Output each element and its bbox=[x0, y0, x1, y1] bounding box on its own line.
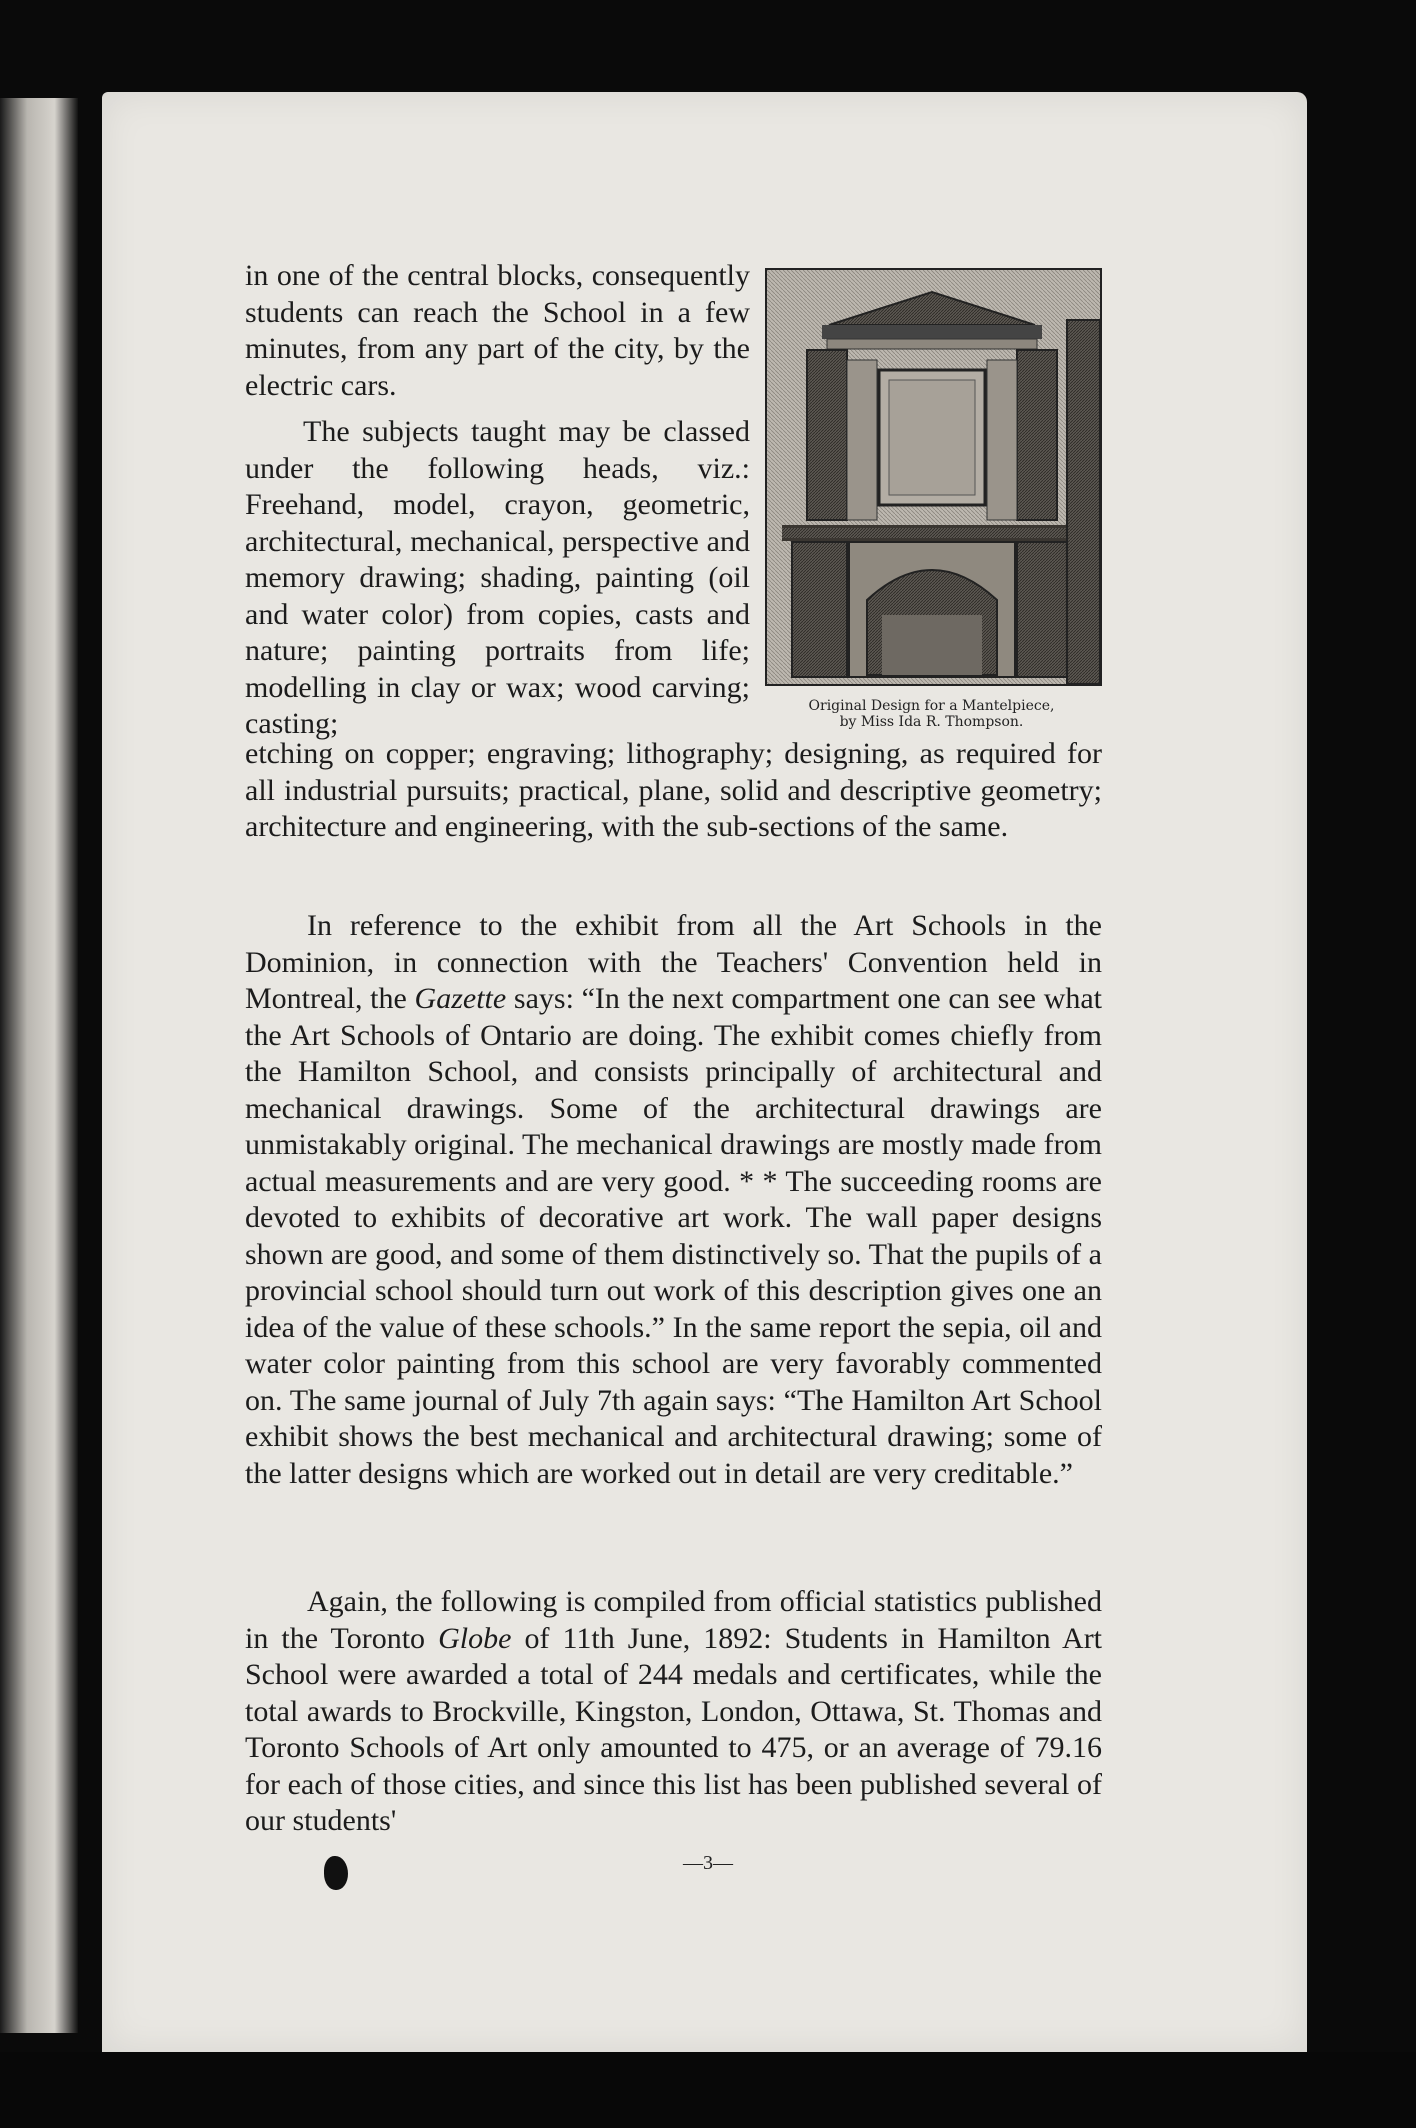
exhibit-text-rest: says: “In the next compartment one can see what the Art Schools of Ontario are doing. The exhibit comes chiefly from the Hamilton School, and consists principally of architectural and mechanical drawings. Some of the architectural drawings are unmistakably original. The mechanical drawings are mostly made from actual measurements and are very good. * * The succeeding rooms are devoted to exhibits of decorative art work. The wall paper designs shown are good, and some of them distinctively so. That the pupils of a provincial school should turn out work of this description gives one an idea of the value of these schools.” In the same report the sepia, oil and water color painting from this school are very favorably commented on. The same journal of July 7th again says: “The Hamilton Art School exhibit shows the best mechanical and architectural drawing; some of the latter designs which are worked out in detail are very creditable.” bbox=[245, 982, 1103, 1490]
exhibit-text-start: In reference to the exhibit from all the Art Schools in the Dominion, in connection with the Teachers' Convention held in Montreal, the bbox=[245, 909, 1102, 1015]
paragraph-statistics bbox=[245, 1584, 1102, 1840]
statistics-text-rest: of 11th June, 1892: Students in Hamilton Art School were awarded a total of 244 medals and certificates, while the total awards to Brockville, Kingston, London, Ottawa, St. Thomas and Toronto Schools of Art only amounted to 475, or an average of 79.16 for each of those cities, and since this list has been published several of our students' bbox=[245, 1621, 1103, 1837]
paragraph-subjects-continued: etching on copper; engraving; lithography; designing, as required for all industrial pursuits; practical, plane, solid and descriptive geometry; architecture and engineering, with the sub-sections of the same. bbox=[245, 737, 1102, 843]
figure-caption bbox=[765, 698, 1098, 730]
paragraph-exhibit-reference bbox=[245, 908, 1102, 1492]
globe-title: Globe bbox=[438, 1621, 512, 1655]
statistics-text-start: Again, the following is compiled from official statistics published in the Toronto bbox=[245, 1585, 1102, 1655]
mantelpiece-drawing bbox=[767, 270, 1100, 684]
paragraph-exhibit-block bbox=[245, 908, 1102, 1492]
left-column-text bbox=[245, 258, 750, 743]
adjacent-page-edge bbox=[0, 98, 78, 2033]
caption-line-title: Original Design for a Mantelpiece, bbox=[808, 698, 1055, 714]
paragraph-subjects-continued-block bbox=[245, 736, 1102, 846]
scan-border-bottom bbox=[0, 2052, 1416, 2128]
gazette-title: Gazette bbox=[414, 982, 507, 1015]
paragraph-statistics-block bbox=[245, 1584, 1102, 1840]
caption-line-author: by Miss Ida R. Thompson. bbox=[839, 714, 1024, 730]
paragraph-central-blocks: in one of the central blocks, consequently students can reach the School in a few minutes, from any part of the city, by the electric cars. bbox=[245, 259, 750, 402]
paragraph-subjects-taught: The subjects taught may be classed under the following heads, viz.: Freehand, model, crayon, geometric, architectural, mechanical, perspective and memory drawing; shading, painting (oil and water color) from copies, casts and nature; painting portraits from life; modelling in clay or wax; wood carving; casting; bbox=[245, 415, 750, 740]
mantelpiece-illustration bbox=[765, 268, 1102, 686]
page-number: —3— bbox=[683, 1852, 733, 1874]
